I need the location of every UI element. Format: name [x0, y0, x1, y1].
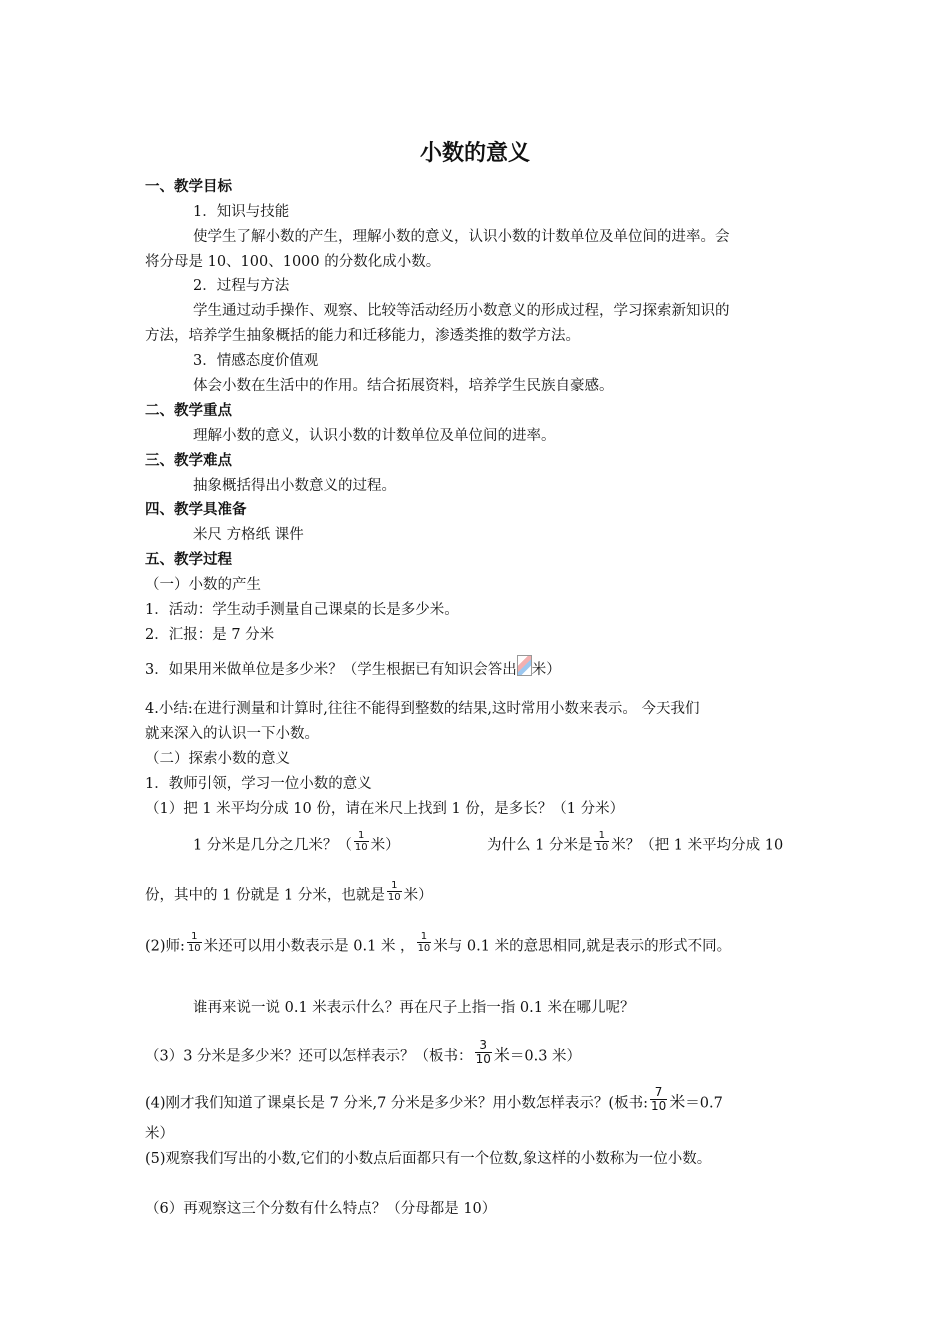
goal-1-title: 1．知识与技能 [193, 204, 290, 220]
subsection-origin: （一）小数的产生 [145, 577, 261, 593]
section-heading-process: 五、教学过程 [145, 552, 232, 568]
fraction-one-tenth: $\frac{1}{10}$ [187, 931, 201, 954]
materials-text: 米尺 方格纸 课件 [193, 527, 304, 543]
explore-q6: （6）再观察这三个分数有什么特点？（分母都是 10） [145, 1201, 497, 1217]
section-heading-goals: 一、教学目标 [145, 179, 232, 195]
fraction-seven-tenths: $\frac{7}{10}$ [650, 1085, 667, 1113]
goal-2-line-2: 方法，培养学生抽象概括的能力和迁移能力，渗透类推的数学方法。 [145, 328, 580, 344]
explore-step-1: 1．教师引领，学习一位小数的意义 [145, 776, 372, 792]
process-step-2: 2．汇报：是 7 分米 [145, 627, 275, 643]
explore-q3: （3）3 分米是多少米？还可以怎样表示？（板书： $\frac{3}{10}$ 米＝0.3 米） [145, 1038, 582, 1066]
explore-q2-followup: 谁再来说一说 0.1 米表示什么？再在尺子上指一指 0.1 米在哪儿呢？ [193, 1000, 635, 1016]
fraction-one-tenth: $\frac{1}{10}$ [354, 830, 368, 853]
fraction-three-tenths: $\frac{3}{10}$ [475, 1038, 491, 1066]
fraction-one-tenth: $\frac{1}{10}$ [595, 830, 609, 853]
explore-q5: (5)观察我们写出的小数,它们的小数点后面都只有一个位数,象这样的小数称为一位小数。 [145, 1151, 712, 1167]
goal-2-title: 2．过程与方法 [193, 278, 290, 294]
summary-line-1: 4.小结:在进行测量和计算时,往往不能得到整数的结果,这时常用小数来表示。 今天我们 [145, 701, 700, 717]
explore-q2: (2)师: $\frac{1}{10}$ 米还可以用小数表示是 0.1 米 ， $\frac{1}{10}$ 米与 0.1 米的意思相同,就是表示的形式不同。 [145, 931, 732, 955]
key-points-text: 理解小数的意义，认识小数的计数单位及单位间的进率。 [193, 428, 556, 444]
explore-q4-cont: 米） [145, 1126, 174, 1142]
section-heading-key-points: 二、教学重点 [145, 403, 232, 419]
fraction-one-tenth: $\frac{1}{10}$ [417, 931, 431, 954]
goal-3-title: 3．情感态度价值观 [193, 353, 319, 369]
explore-q1-line-a: 1 分米是几分之几米？（ $\frac{1}{10}$ 米） [193, 830, 400, 854]
broken-image-icon [517, 655, 532, 676]
explore-q4: (4)刚才我们知道了课桌长是 7 分米,7 分米是多少米？用小数怎样表示？(板书: $\frac{7}{10}$ 米＝0.7 [145, 1085, 723, 1113]
page-title: 小数的意义 [419, 141, 530, 166]
explore-q1-line-c: 份，其中的 1 份就是 1 分米，也就是 $\frac{1}{10}$ 米） [145, 880, 433, 904]
process-step-3: 3．如果用米做单位是多少米？（学生根据已有知识会答出 米） [145, 655, 561, 680]
summary-line-2: 就来深入的认识一下小数。 [145, 726, 319, 742]
goal-2-line-1: 学生通过动手操作、观察、比较等活动经历小数意义的形成过程，学习探索新知识的 [193, 303, 730, 319]
subsection-explore: （二）探索小数的意义 [145, 751, 290, 767]
difficulties-text: 抽象概括得出小数意义的过程。 [193, 478, 396, 494]
section-heading-materials: 四、教学具准备 [145, 502, 247, 518]
fraction-one-tenth: $\frac{1}{10}$ [387, 880, 401, 903]
goal-3-line-1: 体会小数在生活中的作用。结合拓展资料，培养学生民族自豪感。 [193, 378, 614, 394]
process-step-1: 1．活动：学生动手测量自己课桌的长是多少米。 [145, 602, 459, 618]
explore-q1: （1）把 1 米平均分成 10 份，请在米尺上找到 1 份，是多长？（1 分米） [145, 801, 625, 817]
goal-1-line-2: 将分母是 10、100、1000 的分数化成小数。 [145, 254, 441, 270]
explore-q1-line-b: 为什么 1 分米是 $\frac{1}{10}$ 米？（把 1 米平均分成 10 [487, 830, 784, 854]
section-heading-difficulties: 三、教学难点 [145, 453, 232, 469]
goal-1-line-1: 使学生了解小数的产生，理解小数的意义，认识小数的计数单位及单位间的进率。会 [193, 229, 730, 245]
